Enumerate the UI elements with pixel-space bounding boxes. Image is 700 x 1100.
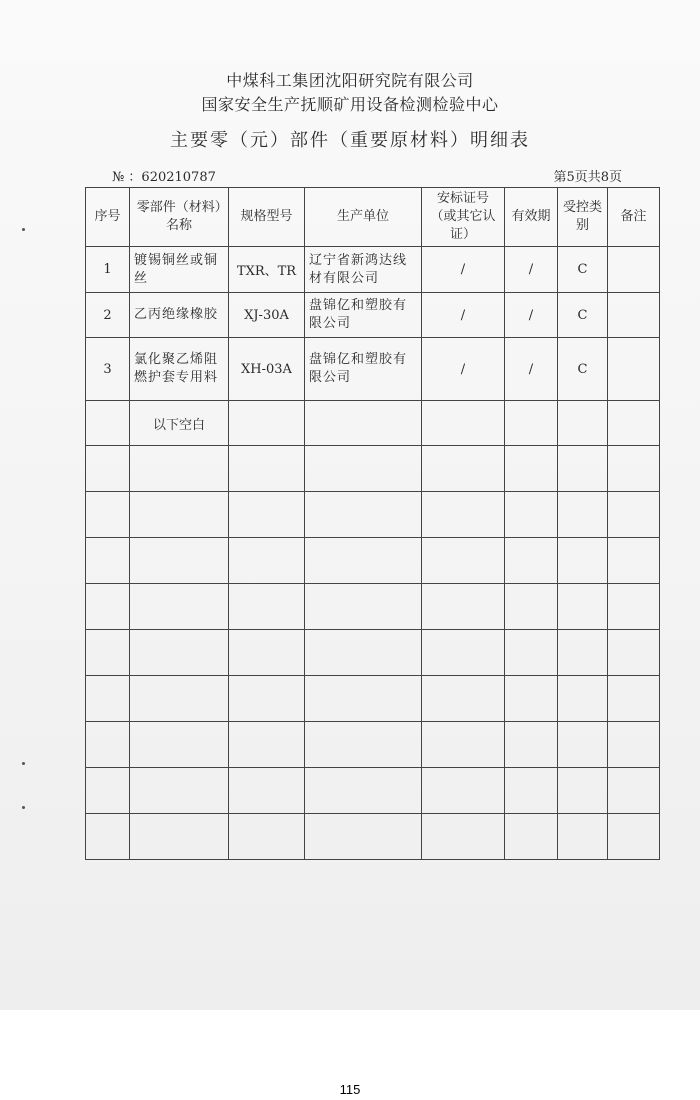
cell-empty xyxy=(422,401,505,446)
cell-empty xyxy=(130,492,229,538)
cell-empty xyxy=(608,768,660,814)
cell-remark xyxy=(608,338,660,401)
cell-empty xyxy=(558,538,608,584)
cell-name: 氯化聚乙烯阻燃护套专用料 xyxy=(130,338,229,401)
cell-empty xyxy=(422,722,505,768)
header-spec: 规格型号 xyxy=(229,188,305,247)
cell-ctrl: C xyxy=(558,247,608,293)
table-row xyxy=(86,293,660,338)
organization-subname: 国家安全生产抚顺矿用设备检测检验中心 xyxy=(201,95,499,114)
cell-remark xyxy=(608,293,660,338)
header-ctrl: 受控类别 xyxy=(558,188,608,247)
cell-empty xyxy=(558,722,608,768)
document-title: 主要零（元）部件（重要原材料）明细表 xyxy=(170,130,530,151)
cell-empty xyxy=(229,401,305,446)
cell-empty xyxy=(229,492,305,538)
cell-empty xyxy=(86,768,130,814)
cell-empty xyxy=(130,584,229,630)
cell-maker: 盘锦亿和塑胶有限公司 xyxy=(305,338,422,401)
cell-empty xyxy=(229,768,305,814)
cell-empty xyxy=(229,814,305,860)
table-row-empty xyxy=(86,584,660,630)
cell-empty xyxy=(305,538,422,584)
cell-empty xyxy=(229,446,305,492)
table-row-empty xyxy=(86,630,660,676)
cell-empty xyxy=(558,676,608,722)
cell-empty xyxy=(229,630,305,676)
cell-spec: XH-03A xyxy=(229,338,305,401)
cell-empty xyxy=(505,676,558,722)
cell-empty xyxy=(130,768,229,814)
cell-empty xyxy=(608,722,660,768)
cell-empty xyxy=(505,584,558,630)
table-row xyxy=(86,247,660,293)
cell-empty xyxy=(505,401,558,446)
cell-empty xyxy=(130,446,229,492)
cell-empty xyxy=(608,538,660,584)
table-row-empty xyxy=(86,676,660,722)
header-cert: 安标证号（或其它认证） xyxy=(422,188,505,247)
cell-remark xyxy=(608,247,660,293)
document-number: № ：620210787 xyxy=(112,170,216,185)
table-row xyxy=(86,338,660,401)
cell-empty xyxy=(558,584,608,630)
cell-empty xyxy=(505,814,558,860)
cell-empty xyxy=(229,584,305,630)
margin-dot xyxy=(22,806,25,809)
cell-name: 乙丙绝缘橡胶 xyxy=(130,293,229,338)
cell-empty xyxy=(305,676,422,722)
cell-empty xyxy=(305,630,422,676)
cell-empty xyxy=(608,584,660,630)
cell-empty xyxy=(608,401,660,446)
cell-empty xyxy=(558,401,608,446)
cell-validity: / xyxy=(505,293,558,338)
table-row-empty xyxy=(86,814,660,860)
cell-empty xyxy=(422,814,505,860)
cell-empty xyxy=(608,630,660,676)
cell-empty xyxy=(305,446,422,492)
cell-seq: 3 xyxy=(86,338,130,401)
cell-empty xyxy=(608,446,660,492)
cell-empty xyxy=(86,446,130,492)
organization-name: 中煤科工集团沈阳研究院有限公司 xyxy=(226,71,474,90)
cell-seq: 2 xyxy=(86,293,130,338)
cell-empty xyxy=(305,492,422,538)
cell-maker: 辽宁省新鸿达线材有限公司 xyxy=(305,247,422,293)
cell-spec: TXR、TR xyxy=(229,247,305,293)
cell-empty xyxy=(505,538,558,584)
cell-empty xyxy=(422,768,505,814)
cell-empty xyxy=(229,676,305,722)
cell-maker: 盘锦亿和塑胶有限公司 xyxy=(305,293,422,338)
margin-dot xyxy=(22,228,25,231)
cell-empty xyxy=(608,814,660,860)
cell-validity: / xyxy=(505,247,558,293)
cell-empty xyxy=(86,676,130,722)
cell-empty xyxy=(558,492,608,538)
cell-empty xyxy=(608,676,660,722)
cell-empty xyxy=(422,538,505,584)
cell-empty xyxy=(558,768,608,814)
cell-empty xyxy=(505,446,558,492)
header-validity: 有效期 xyxy=(505,188,558,247)
table-header-row xyxy=(86,188,660,247)
cell-empty xyxy=(86,814,130,860)
cell-empty xyxy=(86,538,130,584)
cell-empty xyxy=(229,722,305,768)
cell-empty xyxy=(229,538,305,584)
cell-empty xyxy=(422,676,505,722)
cell-empty xyxy=(558,814,608,860)
cell-cert: / xyxy=(422,338,505,401)
table-row-empty xyxy=(86,722,660,768)
table-row-empty xyxy=(86,538,660,584)
cell-empty xyxy=(422,492,505,538)
cell-seq: 1 xyxy=(86,247,130,293)
cell-empty xyxy=(305,814,422,860)
header-seq: 序号 xyxy=(86,188,130,247)
table-row-empty xyxy=(86,492,660,538)
cell-empty xyxy=(305,584,422,630)
cell-empty xyxy=(505,768,558,814)
cell-ctrl: C xyxy=(558,338,608,401)
header-name: 零部件（材料）名称 xyxy=(130,188,229,247)
page-number: 115 xyxy=(339,1082,361,1097)
cell-empty xyxy=(305,722,422,768)
page-info: 第5页共8页 xyxy=(553,170,622,185)
cell-empty xyxy=(305,401,422,446)
cell-empty xyxy=(130,630,229,676)
cell-name: 镀锡铜丝或铜丝 xyxy=(130,247,229,293)
cell-validity: / xyxy=(505,338,558,401)
cell-empty xyxy=(422,584,505,630)
cell-empty xyxy=(505,722,558,768)
table-row-blank-note xyxy=(86,401,660,446)
cell-empty xyxy=(305,768,422,814)
cell-cert: / xyxy=(422,247,505,293)
parts-table xyxy=(85,187,660,860)
cell-empty xyxy=(86,630,130,676)
cell-empty xyxy=(422,446,505,492)
table-row-empty xyxy=(86,446,660,492)
cell-cert: / xyxy=(422,293,505,338)
cell-empty xyxy=(86,722,130,768)
cell-spec: XJ-30A xyxy=(229,293,305,338)
cell-empty xyxy=(558,446,608,492)
header-remark: 备注 xyxy=(608,188,660,247)
margin-dot xyxy=(22,762,25,765)
cell-ctrl: C xyxy=(558,293,608,338)
cell-empty xyxy=(130,722,229,768)
cell-empty xyxy=(608,492,660,538)
blank-note: 以下空白 xyxy=(130,401,229,446)
cell-empty xyxy=(130,814,229,860)
header-maker: 生产单位 xyxy=(305,188,422,247)
cell-empty xyxy=(130,538,229,584)
cell-empty xyxy=(86,584,130,630)
cell-empty xyxy=(558,630,608,676)
cell-empty xyxy=(505,630,558,676)
table-row-empty xyxy=(86,768,660,814)
cell-empty xyxy=(86,492,130,538)
cell-empty xyxy=(86,401,130,446)
cell-empty xyxy=(130,676,229,722)
cell-empty xyxy=(422,630,505,676)
cell-empty xyxy=(505,492,558,538)
